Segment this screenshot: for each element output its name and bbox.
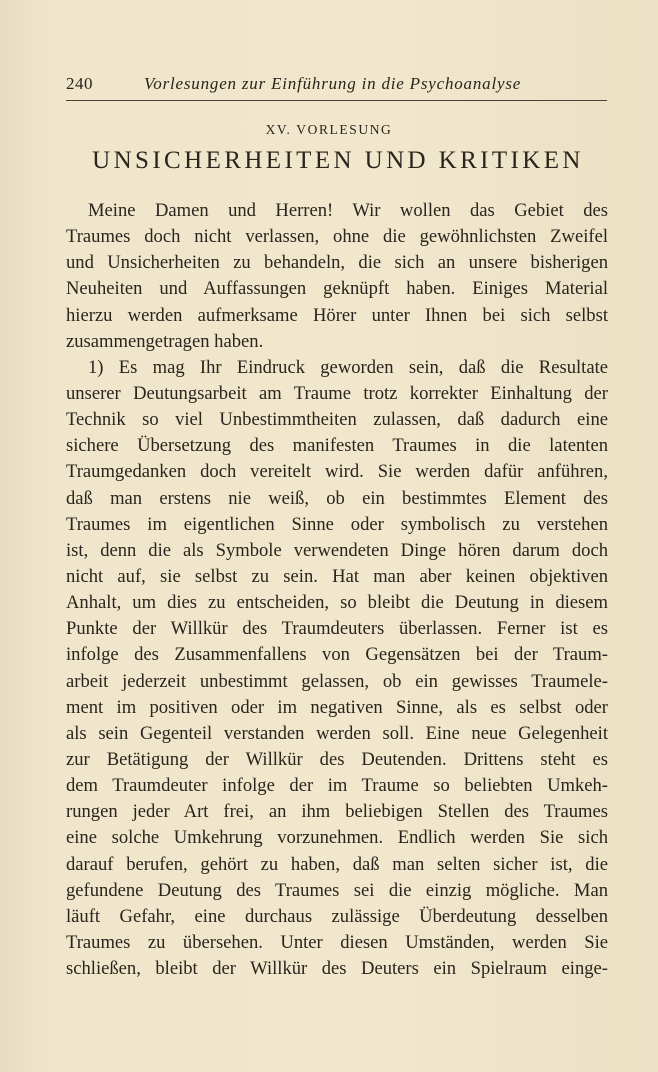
text-line: Traumes im eigentlichen Sinne oder symbolisch zu verstehen [66, 513, 608, 535]
text-line: sichere Übersetzung des manifesten Traumes in die latenten [66, 435, 608, 457]
text-line: gefundene Deutung des Traumes sei die einzig mögliche. Man [66, 879, 608, 901]
text-line: 1) Es mag Ihr Eindruck geworden sein, daß die Resultate [88, 356, 608, 378]
text-line: ment im positiven oder im negativen Sinne, als es selbst oder [66, 696, 608, 718]
text-line: Traumgedanken doch vereitelt wird. Sie werden dafür anführen, [66, 461, 608, 483]
text-line: und Unsicherheiten zu behandeln, die sich an unsere bisherigen [66, 252, 608, 274]
text-line: darauf berufen, gehört zu haben, daß man selten sicher ist, die [66, 853, 608, 875]
text-line: arbeit jederzeit unbestimmt gelassen, ob ein gewisses Traumele- [66, 670, 608, 692]
text-line: Neuheiten und Auffassungen geknüpft haben. Einiges Material [66, 278, 608, 300]
text-line: dem Traumdeuter infolge der im Traume so beliebten Umkeh- [66, 775, 608, 797]
text-line: rungen jeder Art frei, an ihm beliebigen Stellen des Traumes [66, 801, 608, 823]
text-line: ist, denn die als Symbole verwendeten Dinge hören darum doch [66, 539, 608, 561]
text-line: unserer Deutungsarbeit am Traume trotz korrekter Einhaltung der [66, 382, 608, 404]
text-line: nicht auf, sie selbst zu sein. Hat man aber keinen objektiven [66, 565, 608, 587]
lecture-number: XV. VORLESUNG [265, 122, 393, 137]
text-line: läuft Gefahr, eine durchaus zulässige Überdeutung desselben [66, 905, 608, 927]
text-line: hierzu werden aufmerksame Hörer unter Ihnen bei sich selbst [66, 304, 608, 326]
text-line: als sein Gegenteil verstanden werden soll. Eine neue Gelegenheit [66, 722, 608, 744]
text-line: schließen, bleibt der Willkür des Deuters ein Spielraum einge- [66, 958, 608, 980]
text-line: daß man erstens nie weiß, ob ein bestimmtes Element des [66, 487, 608, 509]
text-line: Technik so viel Unbestimmtheiten zulassen, daß dadurch eine [66, 409, 608, 431]
text-line: Meine Damen und Herren! Wir wollen das Gebiet des [88, 200, 608, 221]
running-header [66, 74, 606, 100]
text-line: infolge des Zusammenfallens von Gegensätzen bei der Traum- [66, 644, 608, 666]
text-line: zur Betätigung der Willkür des Deutenden. Drittens steht es [66, 748, 608, 770]
header-rule [66, 100, 607, 101]
text-line: zusammengetragen haben. [66, 330, 264, 352]
page-number: 240 [66, 74, 93, 93]
body-text [66, 198, 608, 982]
text-line: Punkte der Willkür des Traumdeuters überlassen. Ferner ist es [66, 618, 608, 640]
chapter-title: UNSICHERHEITEN UND KRITIKEN [92, 147, 584, 174]
text-line: Traumes zu übersehen. Unter diesen Umständen, werden Sie [66, 931, 608, 953]
text-line: Anhalt, um dies zu entscheiden, so bleibt die Deutung in diesem [66, 592, 608, 614]
running-title: Vorlesungen zur Einführung in die Psychoanalyse [144, 74, 522, 93]
text-line: Traumes doch nicht verlassen, ohne die gewöhnlichsten Zweifel [66, 226, 608, 248]
text-line: eine solche Umkehrung vorzunehmen. Endlich werden Sie sich [66, 827, 608, 849]
